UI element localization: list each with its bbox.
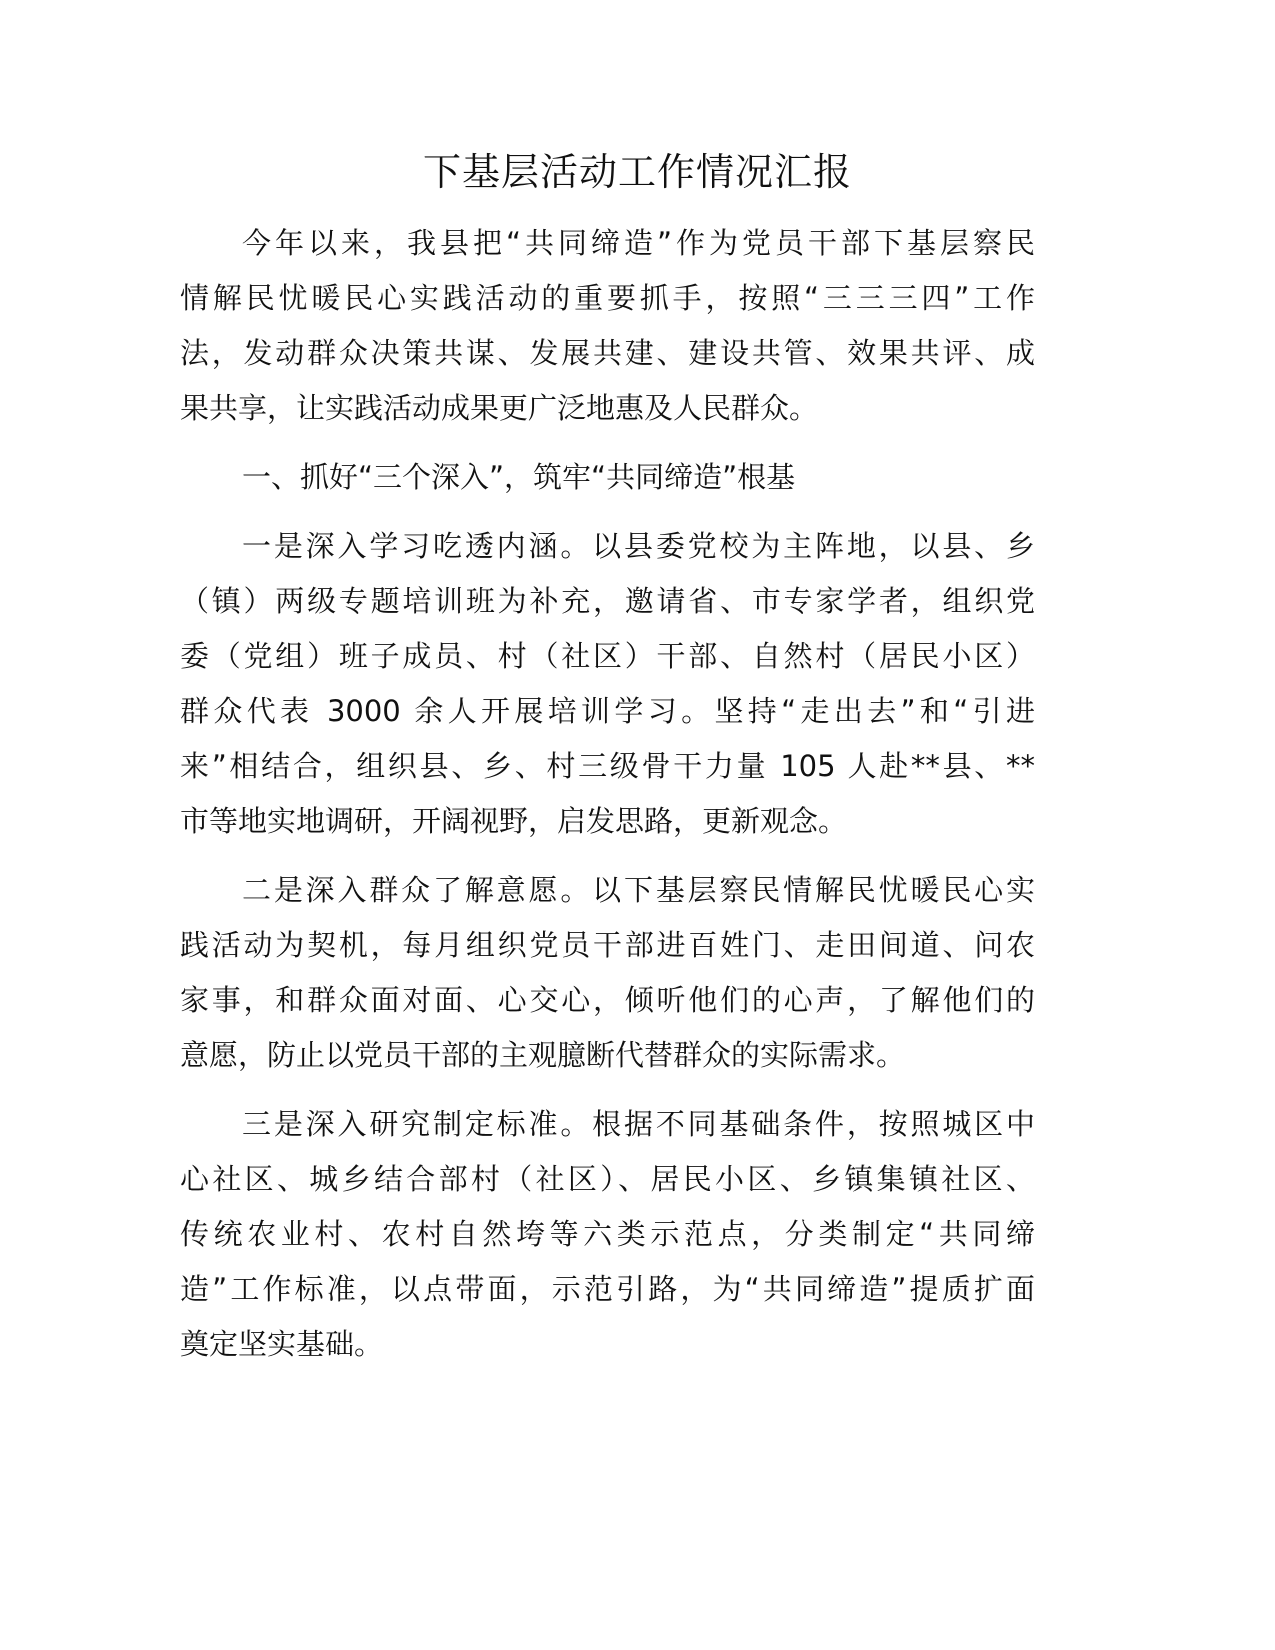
text-line: 情解民忧暖民心实践活动的重要抓手，按照“三三三四”工作 bbox=[180, 281, 1035, 315]
text-line: 奠定坚实基础。 bbox=[180, 1327, 384, 1361]
text-line: 二是深入群众了解意愿。以下基层察民情解民忧暖民心实 bbox=[242, 873, 1035, 907]
text-line: 三是深入研究制定标准。根据不同基础条件，按照城区中 bbox=[242, 1107, 1035, 1141]
document-title: 下基层活动工作情况汇报 bbox=[422, 150, 852, 194]
document-body bbox=[180, 216, 1035, 1386]
text-line: 心社区、城乡结合部村（社区）、居民小区、乡镇集镇社区、 bbox=[180, 1162, 1035, 1196]
text-line: 意愿，防止以党员干部的主观臆断代替群众的实际需求。 bbox=[180, 1038, 906, 1072]
text-line: 造”工作标准，以点带面，示范引路，为“共同缔造”提质扩面 bbox=[180, 1272, 1035, 1306]
text-line: 传统农业村、农村自然垮等六类示范点，分类制定“共同缔 bbox=[180, 1217, 1035, 1251]
paragraph bbox=[180, 216, 1035, 436]
text-line: 来”相结合，组织县、乡、村三级骨干力量 105 人赴**县、** bbox=[180, 749, 1035, 783]
paragraph bbox=[180, 1097, 1035, 1372]
text-line: 群众代表 3000 余人开展培训学习。坚持“走出去”和“引进 bbox=[180, 694, 1035, 728]
section-heading bbox=[180, 450, 1035, 505]
text-line: 市等地实地调研，开阔视野，启发思路，更新观念。 bbox=[180, 804, 848, 838]
paragraph bbox=[180, 863, 1035, 1083]
text-line: （镇）两级专题培训班为补充，邀请省、市专家学者，组织党 bbox=[180, 584, 1035, 618]
text-line: 法，发动群众决策共谋、发展共建、建设共管、效果共评、成 bbox=[180, 336, 1035, 370]
text-line: 践活动为契机，每月组织党员干部进百姓门、走田间道、问农 bbox=[180, 928, 1035, 962]
text-line: 家事，和群众面对面、心交心，倾听他们的心声，了解他们的 bbox=[180, 983, 1035, 1017]
text-line: 今年以来，我县把“共同缔造”作为党员干部下基层察民 bbox=[242, 226, 1035, 260]
paragraph bbox=[180, 519, 1035, 849]
text-line: 一是深入学习吃透内涵。以县委党校为主阵地，以县、乡 bbox=[242, 529, 1035, 563]
text-line: 果共享，让实践活动成果更广泛地惠及人民群众。 bbox=[180, 391, 819, 425]
text-line: 委（党组）班子成员、村（社区）干部、自然村（居民小区） bbox=[180, 639, 1035, 673]
text-line: 一、抓好“三个深入”，筑牢“共同缔造”根基 bbox=[242, 460, 796, 494]
